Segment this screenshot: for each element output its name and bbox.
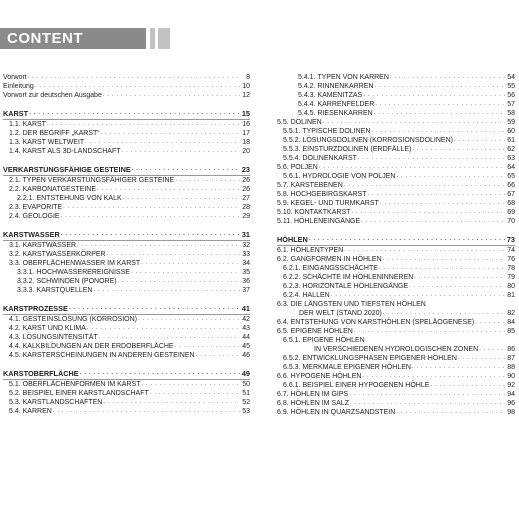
toc-entry-page: 36 (242, 278, 250, 285)
toc-entry-page: 74 (507, 247, 515, 254)
toc-entry-label: 6.5.3. MERKMALE EPIGENER HÖHLEN (277, 363, 412, 372)
toc-entry-label: 5.5.4. DOLINENKARST (277, 154, 358, 163)
toc-entry-label: 2.1. TYPEN VERKARSTUNGSFÄHIGER GESTEINE (3, 176, 175, 185)
dot-leader (344, 181, 505, 190)
toc-entry[interactable] (3, 380, 250, 389)
dot-leader (383, 309, 505, 318)
toc-entry-page: 18 (242, 139, 250, 146)
toc-entry-label: 3.3. OBERFLÄCHENWASSER IM KARST (3, 259, 141, 268)
toc-entry-label: KARSTOBERFLÄCHE (3, 369, 79, 378)
dot-leader (361, 217, 505, 226)
toc-entry-label: 6.6. HYPOGENE HÖHLEN (277, 373, 362, 380)
dot-leader (475, 318, 505, 327)
toc-entry[interactable] (3, 194, 250, 203)
toc-entry[interactable] (277, 282, 515, 291)
toc-entry[interactable] (277, 73, 515, 82)
dot-leader (69, 304, 240, 313)
toc-entry[interactable] (277, 408, 515, 417)
dot-leader (28, 73, 240, 82)
toc-entry-label: 5.2. BEISPIEL EINER KARSTLANDSCHAFT (3, 389, 150, 398)
toc-entry-page: 58 (507, 110, 515, 117)
toc-entry-label: DER WELT (STAND 2020) (277, 309, 383, 318)
toc-entry[interactable] (277, 390, 515, 399)
toc-entry-label: 6.7. HÖHLEN IM GIPS (277, 391, 349, 398)
dot-leader (93, 286, 240, 295)
toc-chapter-entry[interactable] (3, 304, 250, 313)
toc-entry[interactable] (3, 185, 250, 194)
toc-entry[interactable] (277, 136, 515, 145)
toc-entry[interactable] (277, 181, 515, 190)
toc-entry-page: 84 (507, 319, 515, 326)
dot-leader (97, 185, 240, 194)
toc-entry-page: 60 (507, 128, 515, 135)
dot-leader (409, 282, 505, 291)
dot-leader (101, 129, 240, 138)
toc-entry-page: 88 (507, 364, 515, 371)
dot-leader (138, 315, 240, 324)
dot-leader (396, 172, 505, 181)
dot-leader (175, 342, 240, 351)
toc-entry[interactable] (277, 399, 515, 408)
toc-entry[interactable] (3, 259, 250, 268)
toc-entry[interactable] (3, 407, 250, 416)
dot-leader (374, 82, 505, 91)
toc-entry-page: 42 (242, 316, 250, 323)
toc-entry-label: 5.5. DOLINEN (277, 119, 322, 126)
toc-entry-label: 1.4. KARST ALS 3D-LANDSCHAFT (3, 147, 122, 156)
toc-entry-page: 66 (507, 182, 515, 189)
toc-entry[interactable] (277, 163, 515, 172)
toc-entry-label: 1.3. KARST WELTWEIT (3, 138, 85, 147)
toc-entry-label: 5.5.2. LÖSUNGSDOLINEN (KORROSIONSDOLINEN) (277, 136, 454, 145)
toc-entry-label: 4.5. KARSTERSCHEINUNGEN IN ANDEREN GESTEINEN (3, 351, 196, 360)
decorative-bar (158, 28, 170, 49)
toc-entry[interactable] (3, 333, 250, 342)
dot-leader (458, 354, 505, 363)
dot-leader (61, 230, 240, 239)
toc-entry-label: 4.1. GESTEINSLÖSUNG (KORROSION) (3, 315, 138, 324)
dot-leader (85, 138, 240, 147)
toc-entry-label: 1.2. DER BEGRIFF „KARST“ (3, 129, 101, 138)
toc-entry[interactable] (3, 315, 250, 324)
dot-leader (331, 291, 505, 300)
toc-entry-page: 76 (507, 256, 515, 263)
toc-entry-label: KARSTPROZESSE (3, 304, 68, 313)
dot-leader (358, 154, 505, 163)
toc-entry-page: 45 (242, 343, 250, 350)
toc-entry-page: 16 (242, 121, 250, 128)
toc-entry-page: 90 (507, 373, 515, 380)
toc-entry-page: 27 (242, 195, 250, 202)
dot-leader (375, 100, 505, 109)
dot-leader (80, 369, 240, 378)
toc-left-column (3, 73, 250, 416)
toc-entry-label: 6.5. EPIGENE HÖHLEN (277, 328, 353, 335)
dot-leader (344, 246, 505, 255)
toc-entry[interactable] (277, 154, 515, 163)
toc-entry-label: 2.2. KARBONATGESTEINE (3, 185, 97, 194)
toc-entry-label: 5.6.1. HYDROLOGIE VON POLJEN (277, 172, 396, 181)
dot-leader (77, 241, 240, 250)
toc-entry[interactable] (277, 100, 515, 109)
toc-entry-label: Einleitung (3, 83, 34, 90)
toc-entry[interactable] (277, 345, 515, 354)
toc-entry-label: 5.4.2. RINNENKARREN (277, 82, 374, 91)
toc-entry[interactable] (3, 389, 250, 398)
dot-leader (319, 163, 505, 172)
toc-entry-page: 78 (507, 265, 515, 272)
toc-entry[interactable] (277, 363, 515, 372)
toc-entry-page: 92 (507, 382, 515, 389)
toc-entry-page: 17 (242, 130, 250, 137)
dot-leader (430, 381, 505, 390)
toc-entry-label: 6.2.1. EINGANGSSCHÄCHTE (277, 264, 379, 273)
toc-entry[interactable] (3, 398, 250, 407)
dot-leader (383, 255, 505, 264)
toc-entry-page: 26 (242, 186, 250, 193)
toc-entry-page: 86 (507, 346, 515, 353)
toc-entry[interactable] (277, 118, 515, 127)
toc-entry-page: 59 (507, 119, 515, 126)
dot-leader (150, 389, 240, 398)
toc-chapter-entry[interactable] (3, 369, 250, 378)
toc-entry-label: 2.3. EVAPORITE (3, 203, 63, 212)
dot-leader (454, 136, 505, 145)
dot-leader (103, 91, 240, 100)
toc-entry-label: 5.4.3. KAMENITZAS (277, 91, 363, 100)
toc-entry[interactable] (277, 309, 515, 318)
toc-chapter-entry[interactable] (3, 230, 250, 239)
toc-entry-label: VERKARSTUNGSFÄHIGE GESTEINE (3, 165, 131, 174)
toc-entry-page: 35 (242, 269, 250, 276)
toc-entry[interactable] (277, 264, 515, 273)
toc-entry-label: 6.2.4. HALLEN (277, 291, 331, 300)
toc-entry-label: 5.3. KARSTLANDSCHAFTEN (3, 398, 103, 407)
toc-entry-label: 3.1. KARSTWASSER (3, 241, 77, 250)
dot-leader (141, 259, 240, 268)
toc-entry[interactable] (3, 212, 250, 221)
toc-entry[interactable] (277, 255, 515, 264)
toc-entry-label: 6.4. ENTSTEHUNG VON KARSTHÖHLEN (SPELÄOGENESE) (277, 319, 475, 326)
toc-entry-page: 15 (241, 109, 250, 118)
toc-entry[interactable] (3, 324, 250, 333)
dot-leader (371, 127, 505, 136)
toc-entry-page: 12 (242, 92, 250, 99)
toc-chapter-entry[interactable] (277, 235, 515, 244)
toc-entry[interactable] (277, 246, 515, 255)
toc-entry[interactable] (3, 268, 250, 277)
toc-entry-page: 98 (507, 409, 515, 416)
toc-entry-page: 63 (507, 155, 515, 162)
dot-leader (412, 363, 505, 372)
toc-entry-label: 2.4. GEOLOGIE (3, 212, 61, 221)
section-gap (3, 360, 250, 369)
toc-entry-page: 20 (242, 148, 250, 155)
content-banner (0, 28, 146, 49)
toc-entry-label: 5.10. KONTAKTKARST (277, 209, 351, 216)
dot-leader (412, 145, 505, 154)
toc-entry-page: 94 (507, 391, 515, 398)
toc-entry[interactable] (3, 138, 250, 147)
toc-entry[interactable] (3, 250, 250, 259)
toc-entry[interactable] (277, 208, 515, 217)
dot-leader (362, 372, 505, 381)
decorative-bar (150, 28, 155, 49)
toc-entry-label: 5.4.1. TYPEN VON KARREN (277, 73, 390, 82)
toc-chapter-entry[interactable] (3, 109, 250, 118)
toc-entry-page: 96 (507, 400, 515, 407)
toc-entry[interactable] (3, 203, 250, 212)
toc-entry[interactable] (277, 109, 515, 118)
toc-entry-page: 52 (242, 399, 250, 406)
toc-entry-label: 6.2. GANGFORMEN IN HÖHLEN (277, 256, 382, 263)
toc-entry-page: 53 (242, 408, 250, 415)
toc-entry-page: 26 (242, 177, 250, 184)
toc-entry-label: Vorwort (3, 74, 27, 81)
toc-entry-page: 70 (507, 218, 515, 225)
toc-entry-label: 3.3.1. HOCHWASSEREREIGNISSE (3, 268, 131, 277)
toc-entry[interactable] (3, 351, 250, 360)
section-gap (3, 295, 250, 304)
toc-entry-page: 28 (242, 204, 250, 211)
dot-leader (141, 380, 240, 389)
toc-entry-label: 5.7. KARSTEBENEN (277, 182, 343, 189)
toc-entry-page: 49 (241, 369, 250, 378)
toc-entry-label: 3.3.3. KARSTQUELLEN (3, 286, 93, 295)
dot-leader (61, 212, 240, 221)
dot-leader (107, 250, 240, 259)
toc-entry-label: KARSTWASSER (3, 230, 60, 239)
toc-entry[interactable] (3, 129, 250, 138)
toc-entry-page: 44 (242, 334, 250, 341)
dot-leader (323, 118, 505, 127)
toc-entry-page: 37 (242, 287, 250, 294)
dot-leader (103, 398, 240, 407)
dot-leader (123, 194, 240, 203)
toc-entry[interactable] (277, 145, 515, 154)
toc-entry[interactable] (3, 286, 250, 295)
dot-leader (196, 351, 240, 360)
dot-leader (53, 407, 240, 416)
toc-entry[interactable] (277, 172, 515, 181)
toc-entry[interactable] (277, 381, 515, 390)
dot-leader (29, 109, 240, 118)
toc-entry[interactable] (277, 190, 515, 199)
dot-leader (309, 235, 505, 244)
toc-entry-page: 54 (507, 74, 515, 81)
toc-entry[interactable] (277, 217, 515, 226)
toc-entry[interactable] (3, 277, 250, 286)
toc-entry-page: 65 (507, 173, 515, 180)
toc-entry[interactable] (277, 336, 515, 345)
toc-entry-label: 4.4. KALKBILDUNGEN AN DER ERDOBERFLÄCHE (3, 342, 175, 351)
toc-entry-label: 3.3.2. SCHWINDEN (PONORE) (3, 277, 118, 286)
toc-entry[interactable] (277, 372, 515, 381)
toc-entry-page: 43 (242, 325, 250, 332)
dot-leader (99, 333, 240, 342)
toc-entry[interactable] (277, 327, 515, 336)
dot-leader (175, 176, 240, 185)
toc-entry-page: 68 (507, 200, 515, 207)
toc-entry-page: 62 (507, 146, 515, 153)
toc-entry-page: 69 (507, 209, 515, 216)
page-title: CONTENT (7, 30, 83, 47)
toc-entry-page: 56 (507, 92, 515, 99)
dot-leader (351, 208, 505, 217)
toc-entry-label: 6.2.3. HORIZONTALE HÖHLENGÄNGE (277, 282, 409, 291)
toc-entry-page: 87 (507, 355, 515, 362)
toc-entry-page: 64 (507, 164, 515, 171)
toc-chapter-entry[interactable] (3, 165, 250, 174)
toc-entry-page: 67 (507, 191, 515, 198)
toc-entry-page: 8 (246, 74, 250, 81)
toc-entry-label: IN VERSCHIEDENEN HYDROLOGISCHEN ZONEN (277, 345, 479, 354)
dot-leader (122, 147, 240, 156)
toc-entry[interactable] (277, 273, 515, 282)
toc-entry-label: 6.5.2. ENTWICKLUNGSPHASEN EPIGENER HÖHLEN (277, 354, 458, 363)
toc-entry-page: 10 (242, 83, 250, 90)
dot-leader (131, 268, 240, 277)
toc-entry-page: 61 (507, 137, 515, 144)
toc-entry-page: 23 (241, 165, 250, 174)
toc-entry-label: 5.4.4. KARRENFELDER (277, 100, 375, 109)
toc-entry-label: 6.1. HÖHLENTYPEN (277, 247, 344, 254)
toc-entry-page: 46 (242, 352, 250, 359)
toc-entry-page: 34 (242, 260, 250, 267)
toc-entry-label: 6.9. HÖHLEN IN QUARZSANDSTEIN (277, 409, 396, 416)
section-gap (3, 100, 250, 109)
section-gap (3, 221, 250, 230)
toc-entry-label: 6.5.1. EPIGENE HÖHLEN (277, 336, 366, 345)
toc-entry-page: 80 (507, 283, 515, 290)
section-gap (277, 226, 515, 235)
toc-entry-label: 6.8. HÖHLEN IM SALZ (277, 400, 349, 407)
toc-entry[interactable] (3, 82, 250, 91)
toc-entry-label: 6.6.1. BEISPIEL EINER HYPOGENEN HÖHLE (277, 381, 430, 390)
toc-entry-label: 3.2. KARSTWASSERKÖRPER (3, 250, 107, 259)
dot-leader (390, 73, 505, 82)
toc-entry-page: 55 (507, 83, 515, 90)
toc-entry-page: 33 (242, 251, 250, 258)
toc-entry-label: 4.3. LÖSUNGSINTENSITÄT (3, 333, 99, 342)
section-gap (3, 156, 250, 165)
toc-entry-page: 31 (241, 230, 250, 239)
toc-entry-label: 5.4. KARREN (3, 407, 53, 416)
dot-leader (367, 190, 505, 199)
toc-entry[interactable] (3, 176, 250, 185)
toc-entry-page: 81 (507, 292, 515, 299)
toc-entry[interactable] (3, 73, 250, 82)
toc-entry[interactable] (277, 354, 515, 363)
toc-entry-page: 32 (242, 242, 250, 249)
toc-entry-page: 82 (507, 310, 515, 317)
toc-entry-label: 5.6. POLJEN (277, 164, 318, 171)
toc-entry-label: HÖHLEN (277, 235, 308, 244)
toc-entry-label: 5.4.5. RIESENKARREN (277, 109, 374, 118)
toc-entry-label: KARST (3, 109, 29, 118)
toc-entry-page: 51 (242, 390, 250, 397)
dot-leader (63, 203, 240, 212)
toc-entry-page: 57 (507, 101, 515, 108)
toc-entry[interactable] (277, 127, 515, 136)
toc-entry[interactable] (3, 147, 250, 156)
toc-entry-label: Vorwort zur deutschen Ausgabe (3, 92, 102, 99)
dot-leader (363, 91, 505, 100)
toc-entry-page: 41 (241, 304, 250, 313)
toc-entry-label: 5.9. KEGEL- UND TURMKARST (277, 200, 379, 207)
toc-entry-label: 5.5.3. EINSTURZDOLINEN (ERDFÄLLE) (277, 145, 412, 154)
toc-entry-label: 4.2. KARST UND KLIMA (3, 324, 87, 333)
toc-entry[interactable] (3, 342, 250, 351)
toc-entry-label: 2.2.1. ENTSTEHUNG VON KALK (3, 194, 123, 203)
dot-leader (35, 82, 240, 91)
toc-entry[interactable] (3, 120, 250, 129)
toc-entry[interactable] (277, 291, 515, 300)
toc-entry-label: 5.11. HÖHLENEINGÄNGE (277, 218, 361, 225)
toc-entry-label: 1.1. KARST (3, 120, 47, 129)
toc-entry[interactable] (277, 82, 515, 91)
toc-entry-page: 73 (506, 235, 515, 244)
toc-entry-label: 5.5.1. TYPISCHE DOLINEN (277, 127, 371, 136)
dot-leader (354, 327, 505, 336)
toc-entry[interactable] (3, 91, 250, 100)
toc-entry-label: 6.3. DIE LÄNGSTEN UND TIEFSTEN HÖHLEN (277, 301, 426, 308)
dot-leader (396, 408, 505, 417)
toc-entry-page: 29 (242, 213, 250, 220)
toc-entry-label: 5.8. HOCHGEBIRGSKARST (277, 191, 367, 198)
dot-leader (379, 264, 505, 273)
toc-entry-label: 6.2.2. SCHÄCHTE IM HÖHLENINNEREN (277, 273, 414, 282)
dot-leader (47, 120, 240, 129)
toc-entry[interactable] (277, 199, 515, 208)
dot-leader (132, 165, 240, 174)
dot-leader (350, 399, 505, 408)
dot-leader (414, 273, 505, 282)
toc-entry[interactable] (277, 318, 515, 327)
toc-entry-page: 50 (242, 381, 250, 388)
toc-entry[interactable] (3, 241, 250, 250)
toc-entry[interactable] (277, 91, 515, 100)
dot-leader (118, 277, 240, 286)
toc-right-column (277, 73, 515, 417)
toc-entry-label: 5.1. OBERFLÄCHENFORMEN IM KARST (3, 380, 141, 389)
toc-entry-page: 79 (507, 274, 515, 281)
dot-leader (87, 324, 240, 333)
dot-leader (374, 109, 505, 118)
dot-leader (479, 345, 505, 354)
toc-entry[interactable] (277, 300, 515, 309)
dot-leader (349, 390, 505, 399)
dot-leader (380, 199, 505, 208)
toc-entry-page: 85 (507, 328, 515, 335)
